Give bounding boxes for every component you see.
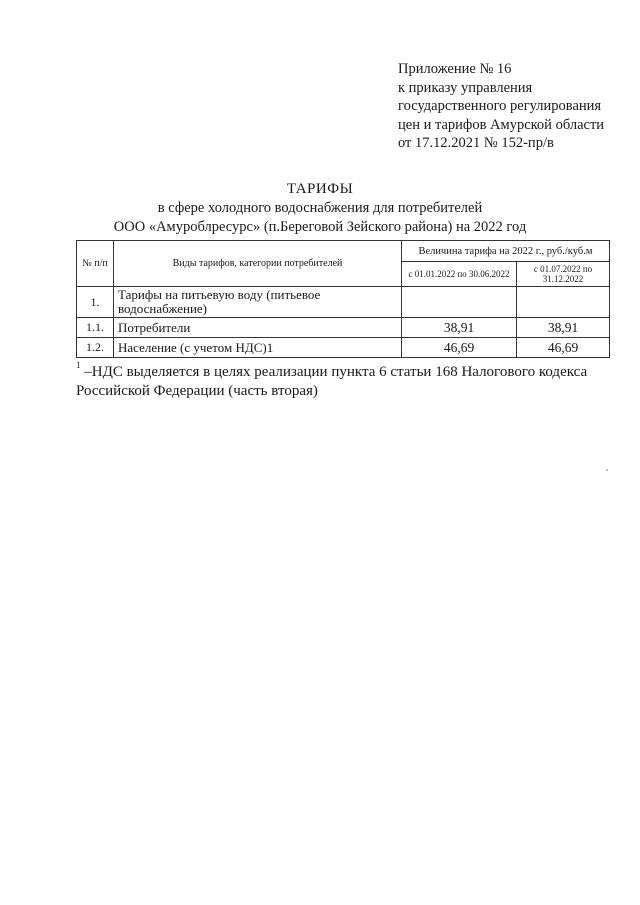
row-num: 1.2. (77, 338, 114, 358)
row-value-2 (517, 287, 610, 318)
header-num: № п/п (77, 241, 114, 287)
table-row (77, 338, 610, 358)
table-row (77, 287, 610, 318)
row-num: 1.1. (77, 318, 114, 338)
footnote-mark: 1 (76, 360, 81, 370)
appendix-line: государственного регулирования (398, 98, 602, 114)
row-name: Население (с учетом НДС)1 (114, 338, 402, 358)
row-num: 1. (77, 287, 114, 318)
appendix-header (398, 60, 604, 153)
header-period-2: с 01.07.2022 по 31.12.2022 (517, 262, 610, 287)
footnote (76, 358, 616, 401)
row-value-1: 46,69 (402, 338, 517, 358)
document-title: ТАРИФЫ (286, 181, 354, 197)
tariff-table (76, 240, 610, 358)
header-kind: Виды тарифов, категории потребителей (114, 241, 402, 287)
row-value-2: 46,69 (517, 338, 610, 358)
table-header-row (77, 241, 610, 262)
document-subtitle-org: ООО «Амуроблресурс» (п.Береговой Зейского района) на 2022 год (113, 219, 527, 235)
appendix-order-date: от 17.12.2021 № 152-пр/в (398, 135, 554, 151)
row-value-1 (402, 287, 517, 318)
header-value: Величина тарифа на 2022 г., руб./куб.м (402, 241, 610, 262)
row-name: Тарифы на питьевую воду (питьевое водоснабжение) (114, 287, 402, 318)
table-row (77, 318, 610, 338)
scan-speck (606, 469, 608, 471)
document-title-block (0, 180, 640, 237)
appendix-line: цен и тарифов Амурской области (398, 116, 605, 133)
appendix-line: к приказу управления (398, 79, 533, 96)
appendix-number: Приложение № 16 (398, 61, 512, 77)
row-name: Потребители (114, 318, 402, 338)
row-value-1: 38,91 (402, 318, 517, 338)
header-period-1: с 01.01.2022 по 30.06.2022 (402, 262, 517, 287)
row-value-2: 38,91 (517, 318, 610, 338)
document-subtitle: в сфере холодного водоснабжения для потребителей (157, 200, 483, 216)
footnote-text: –НДС выделяется в целях реализации пункта 6 статьи 168 Налогового кодекса Российской Федерации (часть вторая) (76, 364, 588, 399)
